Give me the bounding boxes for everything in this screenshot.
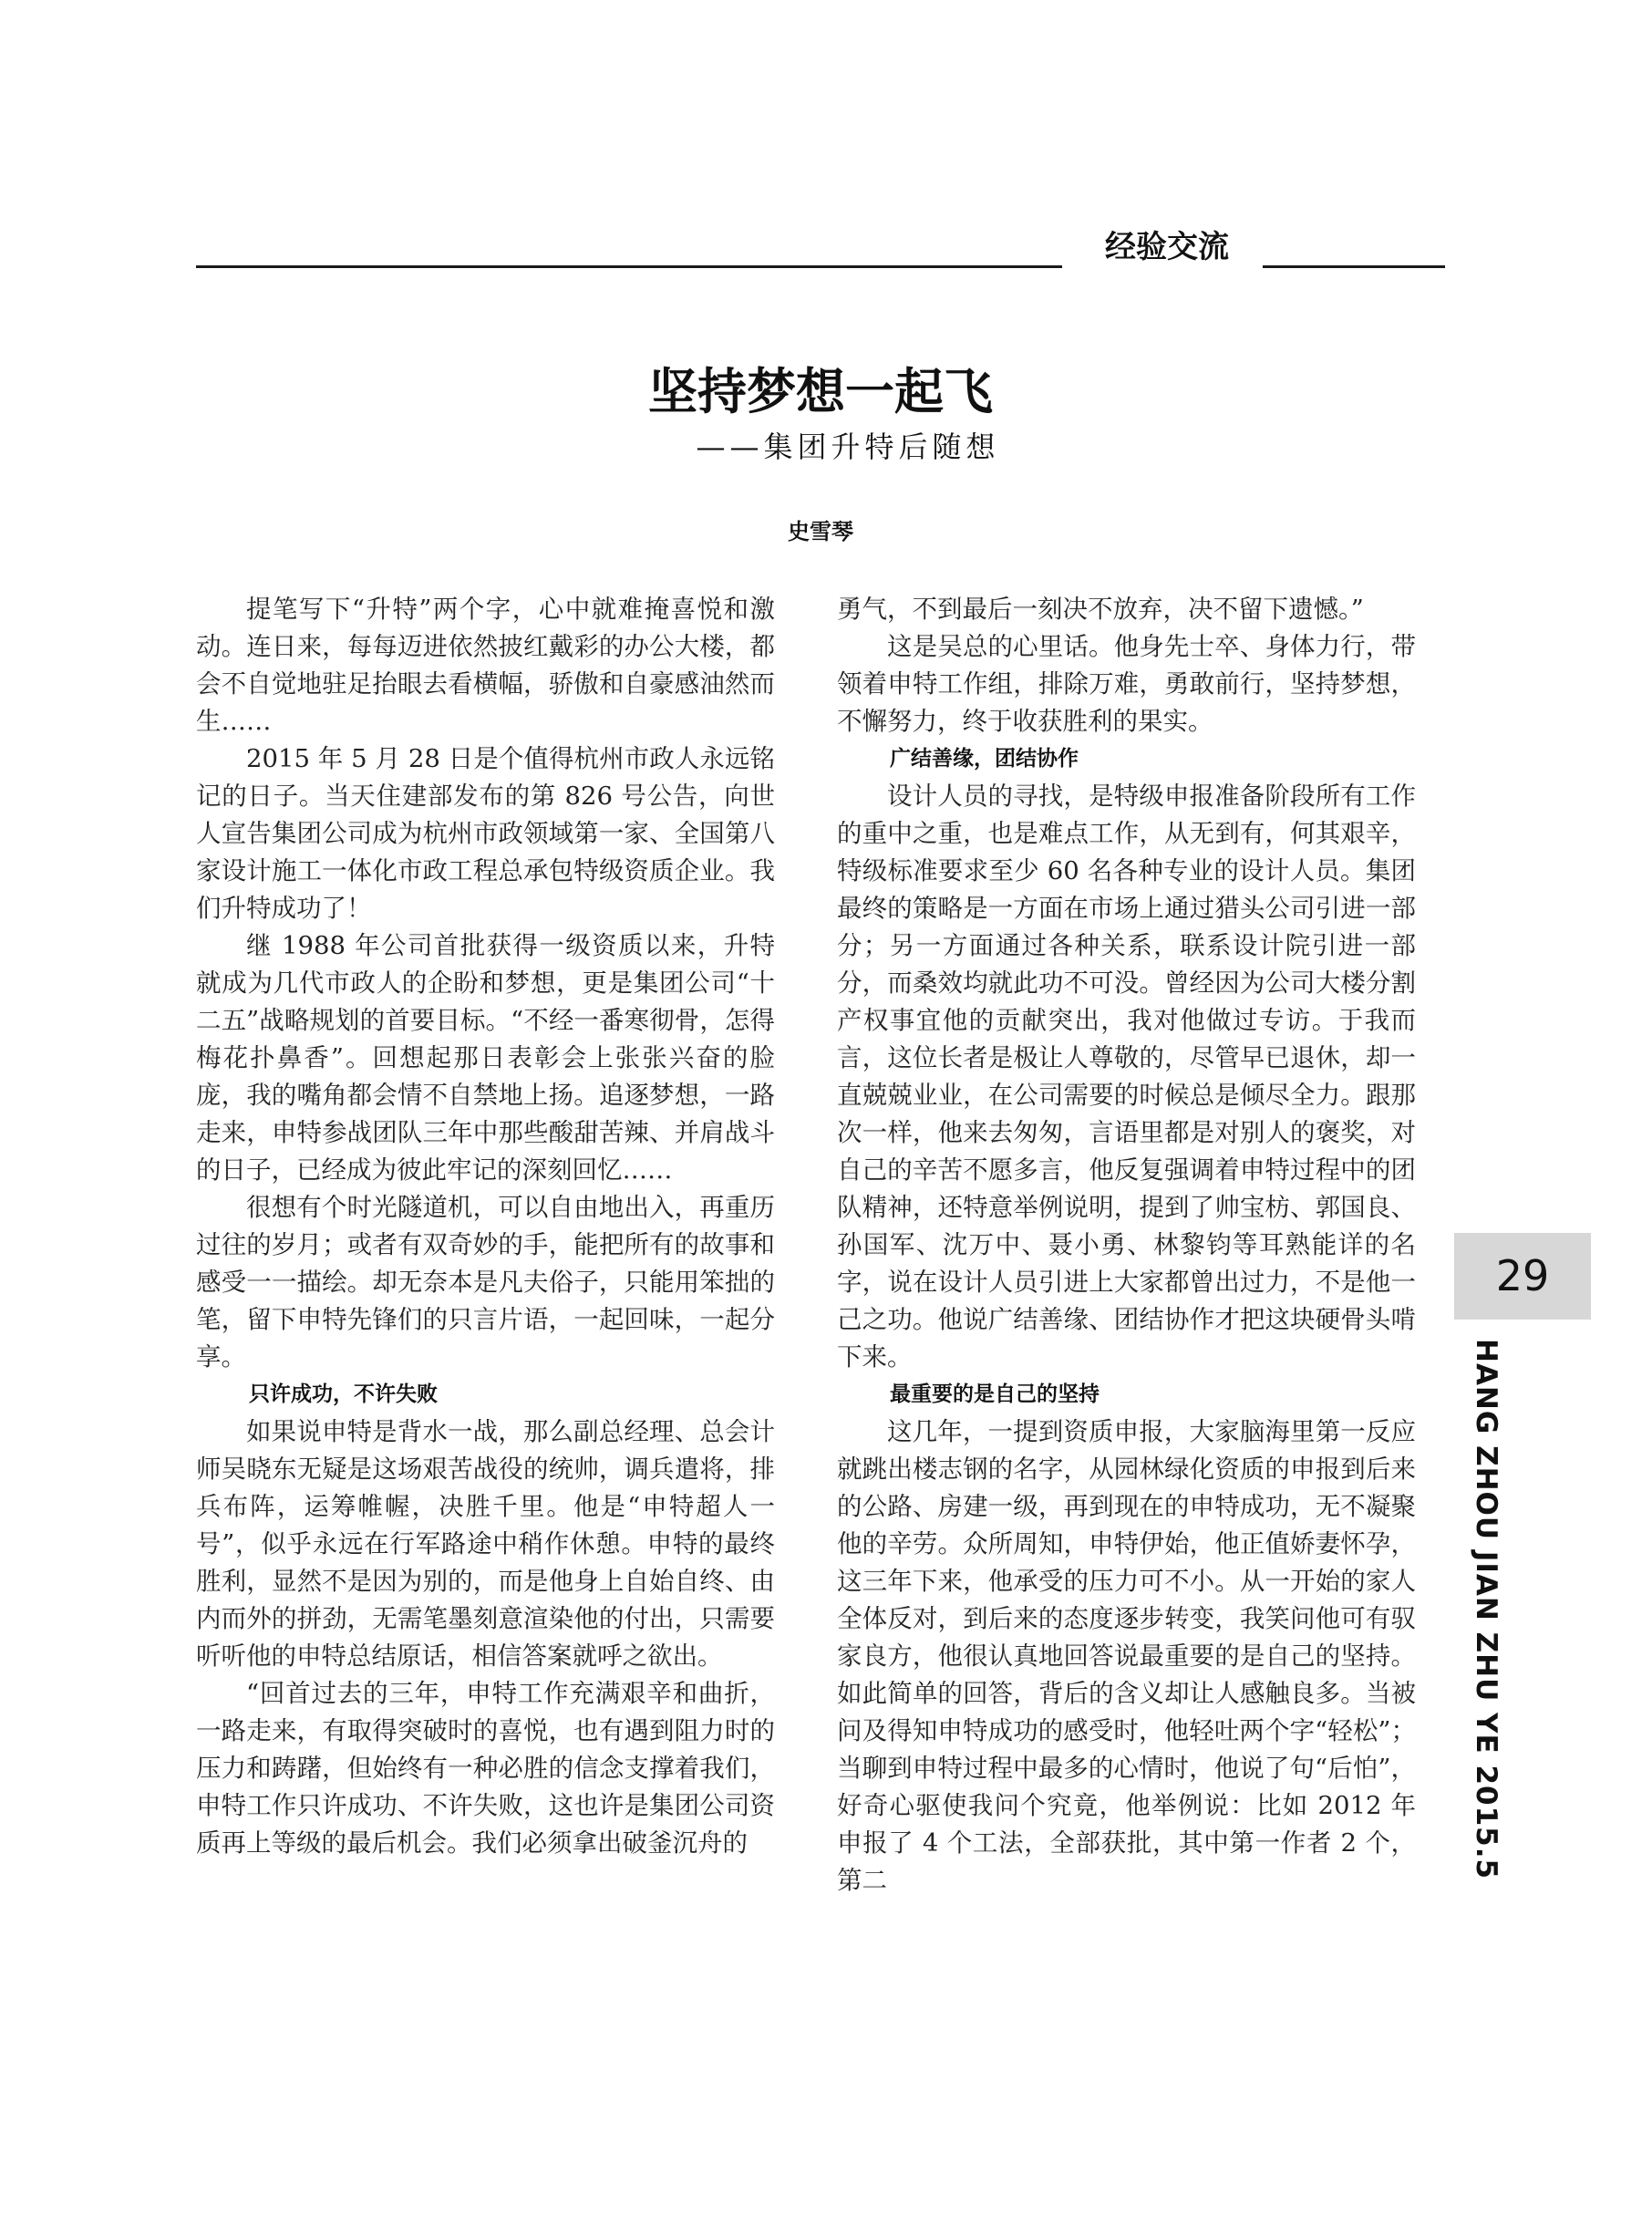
journal-issue-label: HANG ZHOU JIAN ZHU YE 2015.5 — [1470, 1339, 1502, 1880]
article-title: 坚持梦想一起飞 — [648, 363, 993, 420]
body-paragraph: 勇气，不到最后一刻决不放弃，决不留下遗憾。” — [837, 595, 1364, 624]
header-rule-right — [1263, 265, 1445, 268]
body-paragraph: 这几年，一提到资质申报，大家脑海里第一反应就跳出楼志钢的名字，从园林绿化资质的申报到后来的公路、房建一级，再到现在的申特成功，无不凝聚他的辛劳。众所周知，申特伊始，他正值娇妻怀孕，这三年下来，他承受的压力可不小。从一开始的家人全体反对，到后来的态度逐步转变，我笑问他可有驭家良方，他很认真地回答说最重要的是自己的坚持。如此简单的回答，背后的含义却让人感触良多。当被问及得知申特成功的感受时，他轻吐两个字“轻松”；当聊到申特过程中最多的心情时，他说了句“后怕”，好奇心驱使我问个究竟，他举例说：比如 2012 年申报了 4 个工法，全部获批，其中第一作者 2 个，第二 — [837, 1417, 1416, 1895]
section-label: 经验交流 — [1105, 229, 1229, 265]
body-paragraph: 继 1988 年公司首批获得一级资质以来，升特就成为几代市政人的企盼和梦想，更是集团公司“十二五”战略规划的首要目标。“不经一番寒彻骨，怎得梅花扑鼻香”。回想起那日表彰会上张张兴奋的脸庞，我的嘴角都会情不自禁地上扬。追逐梦想，一路走来，申特参战团队三年中那些酸甜苦辣、并肩战斗的日子，已经成为彼此牢记的深刻回忆…… — [196, 931, 775, 1185]
body-paragraph: 这是吴总的心里话。他身先士卒、身体力行，带领着申特工作组，排除万难，勇敢前行，坚持梦想，不懈努力，终于收获胜利的果实。 — [837, 632, 1416, 736]
article-subtitle: ——集团升特后随想 — [696, 430, 1000, 464]
section-heading: 最重要的是自己的坚持 — [890, 1382, 1100, 1406]
page-number-tab — [1454, 1233, 1591, 1320]
body-column-right — [837, 591, 1416, 1900]
body-paragraph: 很想有个时光隧道机，可以自由地出入，再重历过往的岁月；或者有双奇妙的手，能把所有的故事和感受一一描绘。却无奈本是凡夫俗子，只能用笨拙的笔，留下申特先锋们的只言片语，一起回味，一起分享。 — [196, 1193, 775, 1372]
article-author: 史雪琴 — [788, 519, 853, 544]
body-paragraph: 设计人员的寻找，是特级申报准备阶段所有工作的重中之重，也是难点工作，从无到有，何其艰辛，特级标准要求至少 60 名各种专业的设计人员。集团最终的策略是一方面在市场上通过猎头公司引进一部分；另一方面通过各种关系，联系设计院引进一部分，而桑效均就此功不可没。曾经因为公司大楼分割产权事宜他的贡献突出，我对他做过专访。于我而言，这位长者是极让人尊敬的，尽管早已退休，却一直兢兢业业，在公司需要的时候总是倾尽全力。跟那次一样，他来去匆匆，言语里都是对别人的褒奖，对自己的辛苦不愿多言，他反复强调着申特过程中的团队精神，还特意举例说明，提到了帅宝枋、郭国良、孙国军、沈万中、聂小勇、林黎钧等耳熟能详的名字，说在设计人员引进上大家都曾出过力，不是他一己之功。他说广结善缘、团结协作才把这块硬骨头啃下来。 — [837, 782, 1416, 1372]
body-paragraph: 2015 年 5 月 28 日是个值得杭州市政人永远铭记的日子。当天住建部发布的第 826 号公告，向世人宣告集团公司成为杭州市政领域第一家、全国第八家设计施工一体化市政工程总承包特级资质企业。我们升特成功了！ — [196, 744, 775, 923]
section-heading: 广结善缘，团结协作 — [890, 747, 1079, 771]
body-paragraph: 如果说申特是背水一战，那么副总经理、总会计师吴晓东无疑是这场艰苦战役的统帅，调兵遣将，排兵布阵，运筹帷幄，决胜千里。他是“申特超人一号”，似乎永远在行军路途中稍作休憩。申特的最终胜利，显然不是因为别的，而是他身上自始自终、由内而外的拼劲，无需笔墨刻意渲染他的付出，只需要听听他的申特总结原话，相信答案就呼之欲出。 — [196, 1417, 775, 1671]
body-paragraph: “回首过去的三年，申特工作充满艰辛和曲折，一路走来，有取得突破时的喜悦，也有遇到阻力时的压力和踌躇，但始终有一种必胜的信念支撑着我们，申特工作只许成功、不许失败，这也许是集团公司资质再上等级的最后机会。我们必须拿出破釜沉舟的 — [196, 1679, 775, 1858]
body-column-left — [196, 591, 775, 1862]
section-header — [196, 223, 1445, 278]
page-number: 29 — [1495, 1251, 1550, 1300]
header-rule-left — [196, 265, 1062, 268]
body-paragraph: 提笔写下“升特”两个字，心中就难掩喜悦和激动。连日来，每每迈进依然披红戴彩的办公大楼，都会不自觉地驻足抬眼去看横幅，骄傲和自豪感油然而生…… — [196, 595, 775, 736]
section-heading: 只许成功，不许失败 — [249, 1382, 438, 1406]
